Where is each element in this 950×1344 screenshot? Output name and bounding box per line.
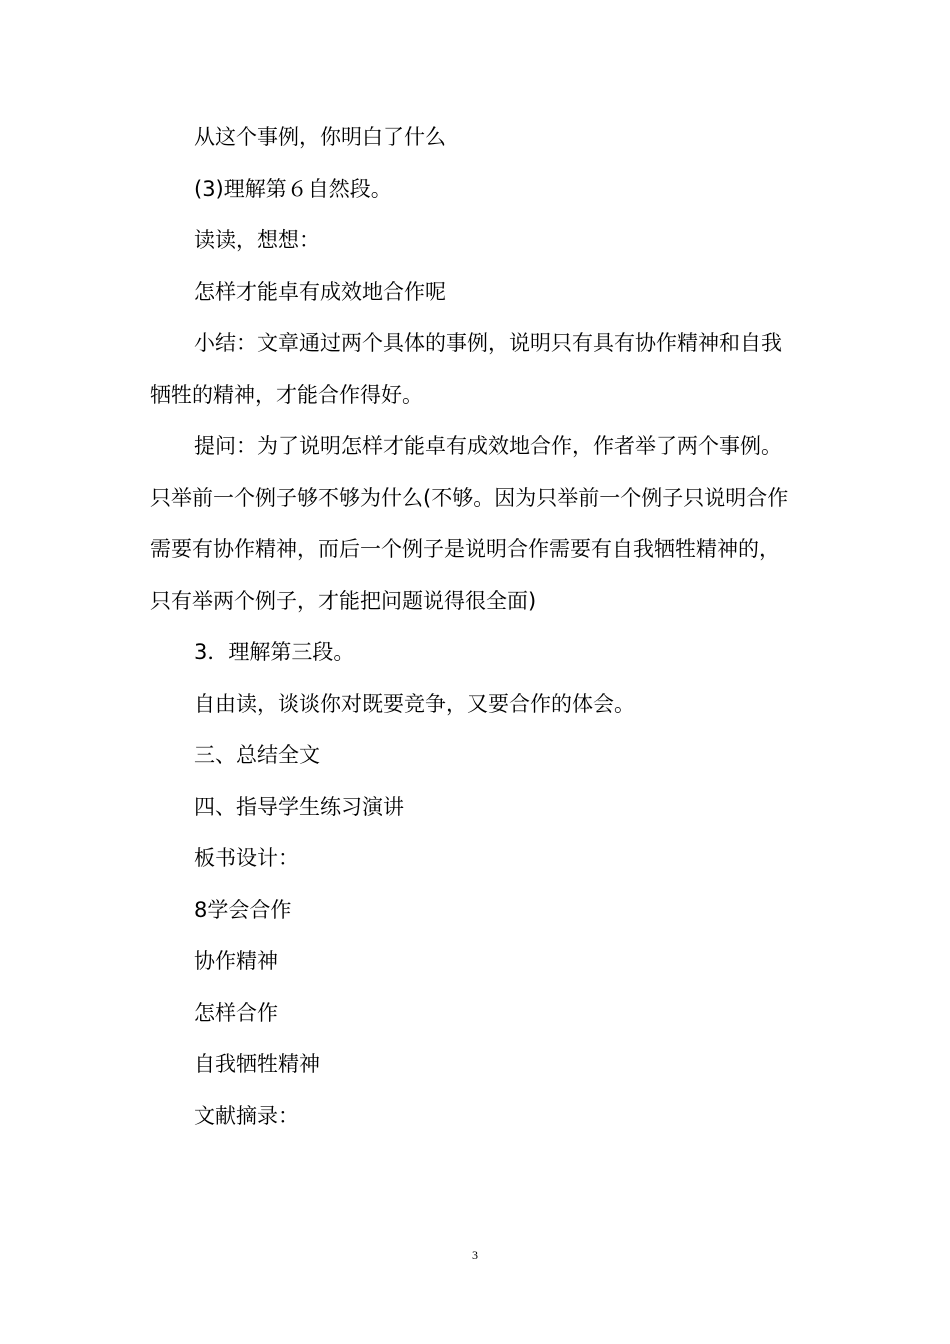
paragraph-6: 提问：为了说明怎样才能卓有成效地合作，作者举了两个事例。只举前一个例子够不够为什么(不够。因为只举前一个例子只说明合作需要有协作精神，而后一个例子是说明合作需要有自我牺牲精神的，只有举两个例子，才能把问题说得很全面) (150, 434, 789, 613)
page-number: 3 (472, 1248, 478, 1262)
paragraph-9: 三、总结全文 (194, 743, 320, 767)
paragraph-8: 自由读，谈谈你对既要竞争，又要合作的体会。 (194, 691, 635, 716)
paragraph-10: 四、指导学生练习演讲 (194, 794, 404, 819)
paragraph-13: 协作精神 (194, 949, 278, 973)
paragraph-11: 板书设计： (194, 846, 299, 870)
paragraph-14: 怎样合作 (194, 1000, 278, 1025)
paragraph-3: 读读，想想： (194, 228, 320, 252)
paragraph-4: 怎样才能卓有成效地合作呢 (194, 279, 446, 304)
paragraph-7: 3．理解第三段。 (194, 640, 355, 664)
paragraph-16: 文献摘录： (194, 1103, 299, 1128)
paragraph-5: 小结：文章通过两个具体的事例，说明只有具有协作精神和自我牺牲的精神，才能合作得好。 (150, 331, 782, 407)
paragraph-2: (3)理解第６自然段。 (194, 176, 392, 201)
paragraph-15: 自我牺牲精神 (194, 1052, 320, 1076)
paragraph-12: 8学会合作 (194, 897, 292, 922)
paragraph-1: 从这个事例，你明白了什么 (194, 125, 446, 149)
document-body (150, 112, 800, 1142)
